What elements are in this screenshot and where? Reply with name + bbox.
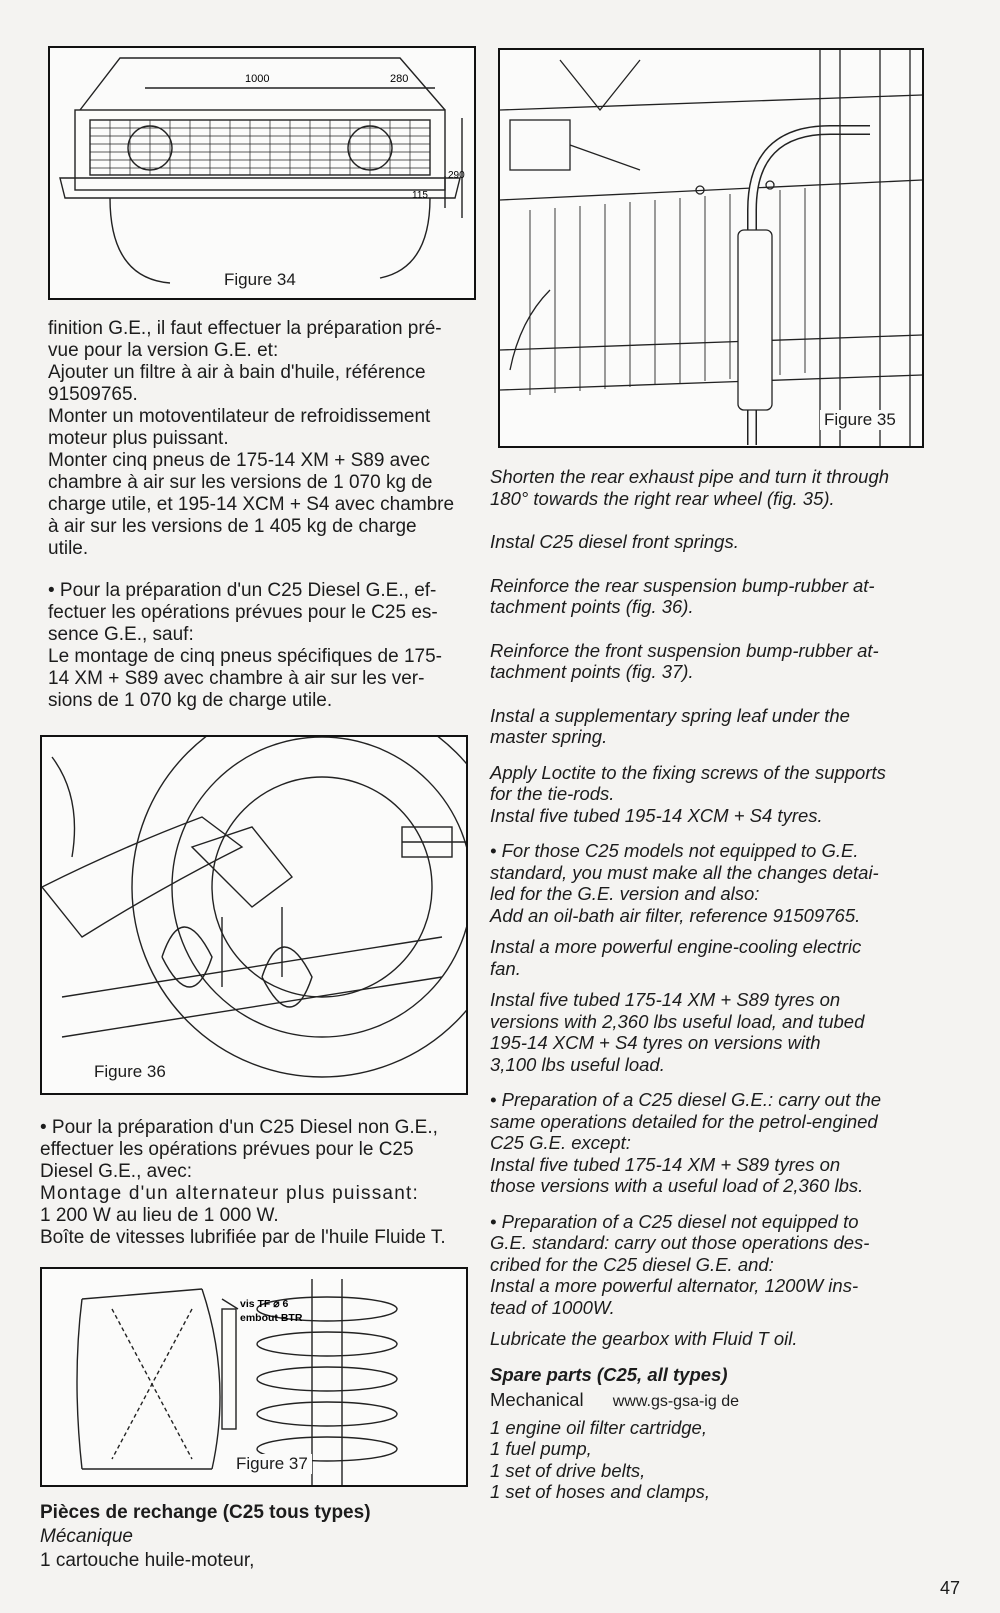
text-line: moteur plus puissant. [48, 428, 229, 449]
figure-35-label: Figure 35 [820, 410, 900, 430]
figure-34-label: Figure 34 [220, 270, 300, 290]
text-line: Shorten the rear exhaust pipe and turn it through [490, 466, 890, 487]
text-line: utile. [48, 538, 89, 559]
text-line: finition G.E., il faut effectuer la préparation pré- [48, 318, 442, 339]
text-line: 1 fuel pump, [490, 1438, 592, 1459]
front-spring-drawing [42, 1269, 466, 1485]
text-line: Monter cinq pneus de 175-14 XM + S89 avec [48, 450, 430, 471]
bullbar-drawing [50, 48, 474, 298]
text-line: those versions with a useful load of 2,360 lbs. [490, 1175, 864, 1196]
left-paragraph-3 [40, 1117, 490, 1249]
en-paragraph-2 [490, 531, 935, 553]
left-paragraph-1 [48, 318, 488, 560]
en-paragraph-7 [490, 840, 935, 926]
text-line: tachment points (fig. 36). [490, 596, 694, 617]
text-line: à air sur les versions de 1 405 kg de charge [48, 516, 417, 537]
dim-115: 115 [412, 190, 428, 201]
text-line: fan. [490, 957, 521, 979]
en-paragraph-1 [490, 466, 935, 509]
text-line: standard, you must make all the changes detai- [490, 861, 879, 883]
en-paragraph-4 [490, 640, 935, 683]
text-line: 14 XM + S89 avec chambre à air sur les ver- [48, 668, 425, 689]
text-line: 180° towards the right rear wheel (fig. 35). [490, 487, 835, 509]
figure-37-label: Figure 37 [232, 1454, 312, 1474]
text-line: Instal a more powerful engine-cooling electric [490, 936, 862, 957]
text-line: vue pour la version G.E. et: [48, 340, 279, 361]
text-line: Lubricate the gearbox with Fluid T oil. [490, 1328, 798, 1349]
dim-1000: 1000 [245, 73, 270, 85]
text-line: Apply Loctite to the fixing screws of the supports [490, 761, 886, 783]
text-line: Instal five tubed 175-14 XM + S89 tyres on [490, 989, 841, 1010]
en-paragraph-8 [490, 936, 935, 979]
text-line: • Pour la préparation d'un C25 Diesel non G.E., [40, 1117, 438, 1138]
right-text [490, 466, 935, 1503]
dim-290: 290 [448, 170, 465, 181]
text-line: 195-14 XCM + S4 tyres on versions with [490, 1032, 821, 1053]
text-line: • For those C25 models not equipped to G.E. [490, 840, 859, 861]
figure-36 [40, 735, 468, 1095]
text-line: for the tie-rods. [490, 783, 615, 804]
text-line: effectuer les opérations prévues pour le C25 [40, 1139, 414, 1160]
text-line: 1 set of hoses and clamps, [490, 1481, 711, 1502]
text-line: tead of 1000W. [490, 1296, 615, 1318]
text-line: sence G.E., sauf: [48, 624, 194, 645]
text-line: led for the G.E. version and also: [490, 883, 760, 904]
annotation-screw: vis TF ⌀ 6 [240, 1298, 289, 1310]
en-paragraph-12 [490, 1328, 935, 1350]
text-line: 1 200 W au lieu de 1 000 W. [40, 1205, 279, 1226]
text-line: versions with 2,360 lbs useful load, and tubed [490, 1010, 865, 1032]
text-line: Add an oil-bath air filter, reference 91509765. [490, 904, 861, 926]
bump-rubber-drawing [42, 737, 466, 1093]
text-line: Instal a supplementary spring leaf under the [490, 704, 850, 726]
website-watermark: www.gs-gsa-ig de [612, 1393, 739, 1410]
text-line: Instal C25 diesel front springs. [490, 531, 739, 552]
exhaust-drawing [500, 50, 922, 446]
text-line: chambre à air sur les versions de 1 070 kg de [48, 472, 433, 493]
text-line: fectuer les opérations prévues pour le C25 es- [48, 602, 438, 623]
left-spare-parts [40, 1502, 490, 1572]
text-line: Montage d'un alternateur plus puissant: [40, 1183, 419, 1204]
page-number: 47 [939, 1578, 960, 1598]
spare-parts-heading-fr: Pièces de rechange (C25 tous types) [40, 1502, 371, 1523]
spare-parts-subheading-fr: Mécanique [40, 1526, 133, 1547]
text-line: • Preparation of a C25 diesel G.E.: carry out the [490, 1089, 882, 1110]
en-paragraph-5 [490, 705, 935, 748]
en-paragraph-9 [490, 989, 935, 1075]
en-paragraph-6 [490, 762, 935, 827]
text-line: Boîte de vitesses lubrifiée par de l'huile Fluide T. [40, 1227, 446, 1248]
text-line: 91509765. [48, 384, 138, 405]
mechanical-label: Mechanical [490, 1389, 584, 1410]
text-line: 3,100 lbs useful load. [490, 1053, 665, 1075]
figure-34 [48, 46, 476, 300]
text-line: master spring. [490, 726, 608, 747]
text-line: • Preparation of a C25 diesel not equipped to [490, 1210, 859, 1232]
spare-parts-item-fr: 1 cartouche huile-moteur, [40, 1550, 255, 1571]
figure-36-label: Figure 36 [90, 1062, 170, 1082]
spare-parts-subheading-en [490, 1389, 935, 1413]
text-line: Le montage de cinq pneus spécifiques de 175- [48, 646, 442, 667]
text-line: Instal a more powerful alternator, 1200W ins- [490, 1275, 859, 1296]
text-line: 1 engine oil filter cartridge, [490, 1416, 707, 1438]
figure-35 [498, 48, 924, 448]
text-line: same operations detailed for the petrol-engined [490, 1110, 878, 1132]
text-line: Reinforce the rear suspension bump-rubber at- [490, 574, 875, 596]
text-line: G.E. standard: carry out those operations des- [490, 1232, 870, 1253]
en-paragraph-10 [490, 1089, 935, 1197]
text-line: cribed for the C25 diesel G.E. and: [490, 1253, 774, 1275]
text-line: C25 G.E. except: [490, 1132, 631, 1153]
en-paragraph-3 [490, 575, 935, 618]
text-line: Monter un motoventilateur de refroidissement [48, 406, 431, 427]
text-line: Ajouter un filtre à air à bain d'huile, référence [48, 362, 426, 383]
text-line: Diesel G.E., avec: [40, 1161, 193, 1182]
text-line: 1 set of drive belts, [490, 1459, 646, 1481]
text-line: sions de 1 070 kg de charge utile. [48, 690, 333, 711]
text-line: Instal five tubed 175-14 XM + S89 tyres on [490, 1153, 841, 1175]
spare-parts-en [490, 1364, 935, 1503]
figure-37 [40, 1267, 468, 1487]
text-line: tachment points (fig. 37). [490, 661, 694, 682]
text-line: charge utile, et 195-14 XCM + S4 avec chambre [48, 494, 455, 515]
text-line: Reinforce the front suspension bump-rubber at- [490, 639, 879, 661]
left-paragraph-2 [48, 580, 488, 712]
dim-280: 280 [390, 73, 409, 85]
text-line: • Pour la préparation d'un C25 Diesel G.E., ef- [48, 580, 437, 601]
en-paragraph-11 [490, 1211, 935, 1319]
spare-parts-heading-en: Spare parts (C25, all types) [490, 1363, 728, 1385]
text-line: Instal five tubed 195-14 XCM + S4 tyres. [490, 804, 823, 826]
annotation-tip: embout BTR [240, 1312, 303, 1324]
